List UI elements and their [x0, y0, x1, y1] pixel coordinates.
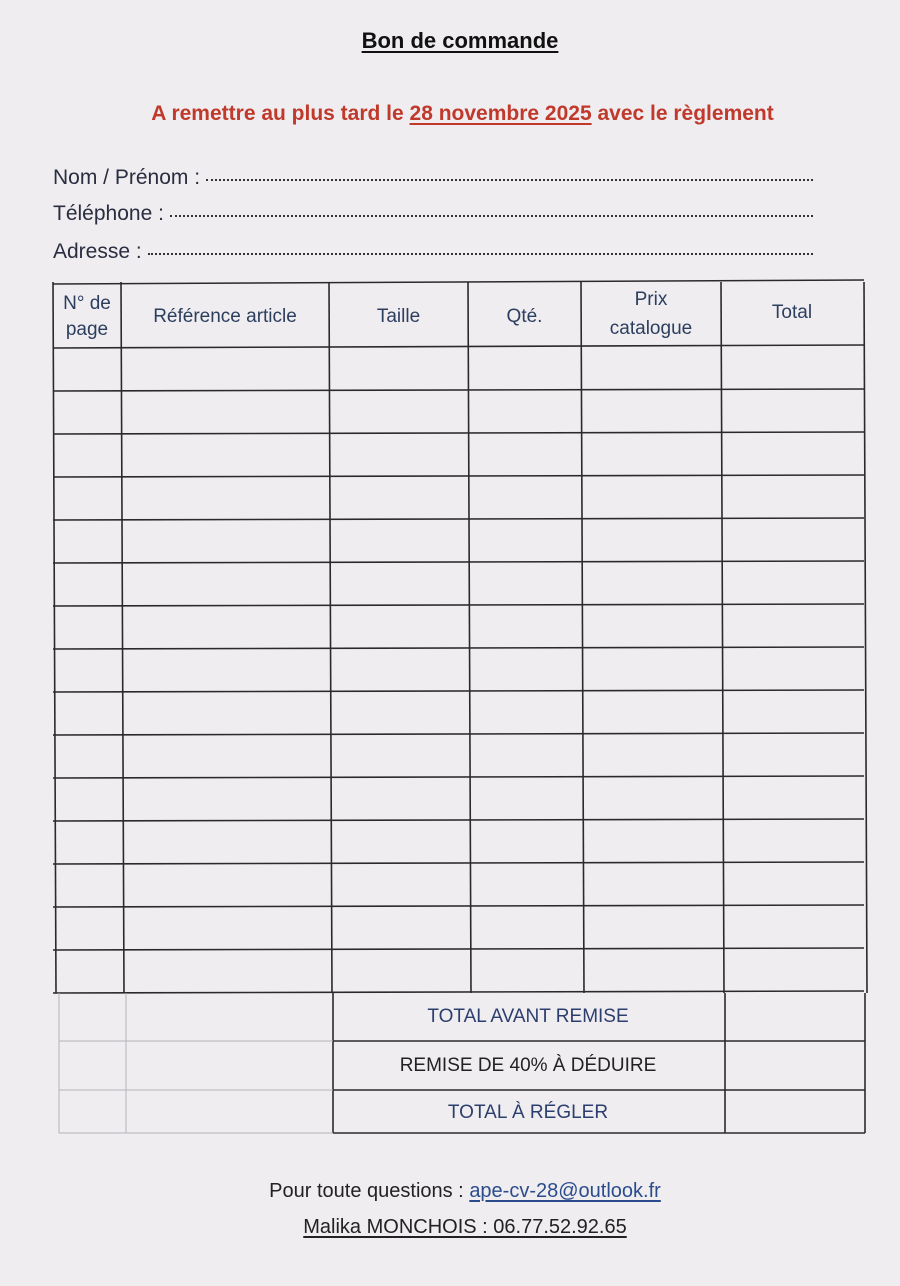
summary-total-before-discount: TOTAL AVANT REMISE	[427, 1006, 629, 1027]
table-cell[interactable]	[331, 565, 466, 604]
table-cell[interactable]	[583, 737, 719, 776]
table-cell[interactable]	[723, 780, 862, 819]
table-cell[interactable]	[123, 479, 327, 518]
deadline-date: 28 novembre 2025	[409, 102, 592, 125]
table-row-line	[53, 690, 864, 692]
table-cell[interactable]	[723, 522, 862, 561]
table-cell[interactable]	[470, 479, 579, 518]
table-cell[interactable]	[583, 866, 719, 905]
table-cell[interactable]	[470, 350, 579, 389]
table-cell[interactable]	[723, 436, 862, 475]
table-cell[interactable]	[331, 780, 466, 819]
table-cell[interactable]	[583, 780, 719, 819]
table-cell[interactable]	[470, 952, 579, 991]
table-cell[interactable]	[470, 436, 579, 475]
table-row-line	[53, 905, 864, 907]
table-cell[interactable]	[331, 866, 466, 905]
table-cell[interactable]	[583, 608, 719, 647]
table-cell[interactable]	[470, 651, 579, 690]
table-cell[interactable]	[723, 608, 862, 647]
table-cell[interactable]	[583, 694, 719, 733]
table-cell[interactable]	[55, 651, 119, 690]
summary-value-cell[interactable]	[727, 995, 862, 1039]
table-cell[interactable]	[723, 823, 862, 862]
table-cell[interactable]	[723, 737, 862, 776]
table-cell[interactable]	[55, 823, 119, 862]
deadline-suffix: avec le règlement	[591, 102, 774, 125]
table-cell[interactable]	[55, 866, 119, 905]
table-cell[interactable]	[123, 694, 327, 733]
table-cell[interactable]	[123, 909, 327, 948]
table-cell[interactable]	[55, 952, 119, 991]
table-row-line	[53, 991, 864, 993]
table-cell[interactable]	[723, 565, 862, 604]
table-row-line	[53, 776, 864, 778]
deadline-prefix: A remettre au plus tard le	[151, 102, 410, 125]
table-cell[interactable]	[583, 565, 719, 604]
form-title: Bon de commande	[361, 28, 559, 53]
summary-discount: REMISE DE 40% À DÉDUIRE	[399, 1055, 657, 1076]
contact-name-phone: Malika MONCHOIS : 06.77.52.92.65	[303, 1216, 627, 1238]
table-cell[interactable]	[583, 522, 719, 561]
table-cell[interactable]	[470, 608, 579, 647]
header-quantity: Qté.	[506, 306, 543, 328]
header-catalogue-price: Prix catalogue	[609, 288, 693, 339]
table-cell[interactable]	[583, 350, 719, 389]
table-row-line	[53, 647, 864, 649]
table-cell[interactable]	[331, 651, 466, 690]
table-cell[interactable]	[723, 909, 862, 948]
table-cell[interactable]	[470, 737, 579, 776]
table-cell[interactable]	[470, 694, 579, 733]
table-cell[interactable]	[470, 565, 579, 604]
table-cell[interactable]	[331, 737, 466, 776]
table-row-line	[53, 819, 864, 821]
table-cell[interactable]	[470, 866, 579, 905]
table-cell[interactable]	[55, 608, 119, 647]
table-cell[interactable]	[470, 393, 579, 432]
table-row-line	[53, 948, 864, 950]
header-reference: Référence article	[153, 306, 297, 328]
table-cell[interactable]	[55, 909, 119, 948]
table-cell[interactable]	[331, 436, 466, 475]
table-cell[interactable]	[55, 565, 119, 604]
table-cell[interactable]	[583, 952, 719, 991]
table-cell[interactable]	[123, 823, 327, 862]
table-row-line	[53, 432, 864, 434]
phone-label: Téléphone :	[53, 202, 164, 225]
table-cell[interactable]	[723, 866, 862, 905]
table-cell[interactable]	[123, 651, 327, 690]
table-cell[interactable]	[331, 608, 466, 647]
table-cell[interactable]	[331, 522, 466, 561]
table-cell[interactable]	[123, 522, 327, 561]
table-cell[interactable]	[123, 350, 327, 389]
table-row-line	[53, 862, 864, 864]
table-cell[interactable]	[123, 780, 327, 819]
table-row-line	[53, 561, 864, 563]
table-cell[interactable]	[470, 780, 579, 819]
table-cell[interactable]	[583, 823, 719, 862]
table-cell[interactable]	[583, 393, 719, 432]
table-cell[interactable]	[123, 737, 327, 776]
table-cell[interactable]	[583, 479, 719, 518]
table-cell[interactable]	[55, 479, 119, 518]
table-cell[interactable]	[583, 436, 719, 475]
address-label: Adresse :	[53, 240, 142, 263]
table-cell[interactable]	[331, 350, 466, 389]
table-cell[interactable]	[123, 608, 327, 647]
contact-email-link[interactable]: ape-cv-28@outlook.fr	[469, 1180, 661, 1202]
table-row-line	[53, 733, 864, 735]
table-cell[interactable]	[55, 436, 119, 475]
table-cell[interactable]	[123, 952, 327, 991]
table-column-line	[864, 282, 867, 993]
table-cell[interactable]	[723, 694, 862, 733]
table-cell[interactable]	[723, 393, 862, 432]
table-cell[interactable]	[55, 522, 119, 561]
header-page-number: N° de page	[63, 293, 111, 340]
table-cell[interactable]	[331, 952, 466, 991]
table-cell[interactable]	[55, 350, 119, 389]
summary-total-to-pay: TOTAL À RÉGLER	[447, 1102, 609, 1123]
footer-questions-label: Pour toute questions :	[269, 1180, 470, 1202]
summary-value-cell[interactable]	[727, 1043, 862, 1088]
summary-value-cell[interactable]	[727, 1092, 862, 1131]
table-cell[interactable]	[123, 866, 327, 905]
table-cell[interactable]	[723, 651, 862, 690]
header-total: Total	[771, 302, 813, 324]
table-row-line	[53, 604, 864, 606]
footer-contact	[0, 1216, 900, 1239]
footer-questions	[0, 1180, 900, 1203]
table-cell[interactable]	[723, 350, 862, 389]
table-cell[interactable]	[723, 479, 862, 518]
table-row-line	[53, 518, 864, 520]
table-cell[interactable]	[331, 479, 466, 518]
table-cell[interactable]	[55, 393, 119, 432]
table-cell[interactable]	[55, 737, 119, 776]
table-cell[interactable]	[470, 522, 579, 561]
table-row-line	[53, 475, 864, 477]
header-size: Taille	[376, 306, 421, 328]
table-cell[interactable]	[123, 565, 327, 604]
table-cell[interactable]	[331, 393, 466, 432]
table-cell[interactable]	[331, 823, 466, 862]
table-cell[interactable]	[331, 694, 466, 733]
table-cell[interactable]	[331, 909, 466, 948]
table-cell[interactable]	[470, 823, 579, 862]
name-label: Nom / Prénom :	[53, 166, 201, 189]
table-cell[interactable]	[470, 909, 579, 948]
table-cell[interactable]	[55, 694, 119, 733]
table-cell[interactable]	[583, 651, 719, 690]
table-row-line	[53, 389, 864, 391]
table-cell[interactable]	[123, 436, 327, 475]
table-cell[interactable]	[123, 393, 327, 432]
table-cell[interactable]	[583, 909, 719, 948]
table-cell[interactable]	[55, 780, 119, 819]
table-cell[interactable]	[723, 952, 862, 991]
